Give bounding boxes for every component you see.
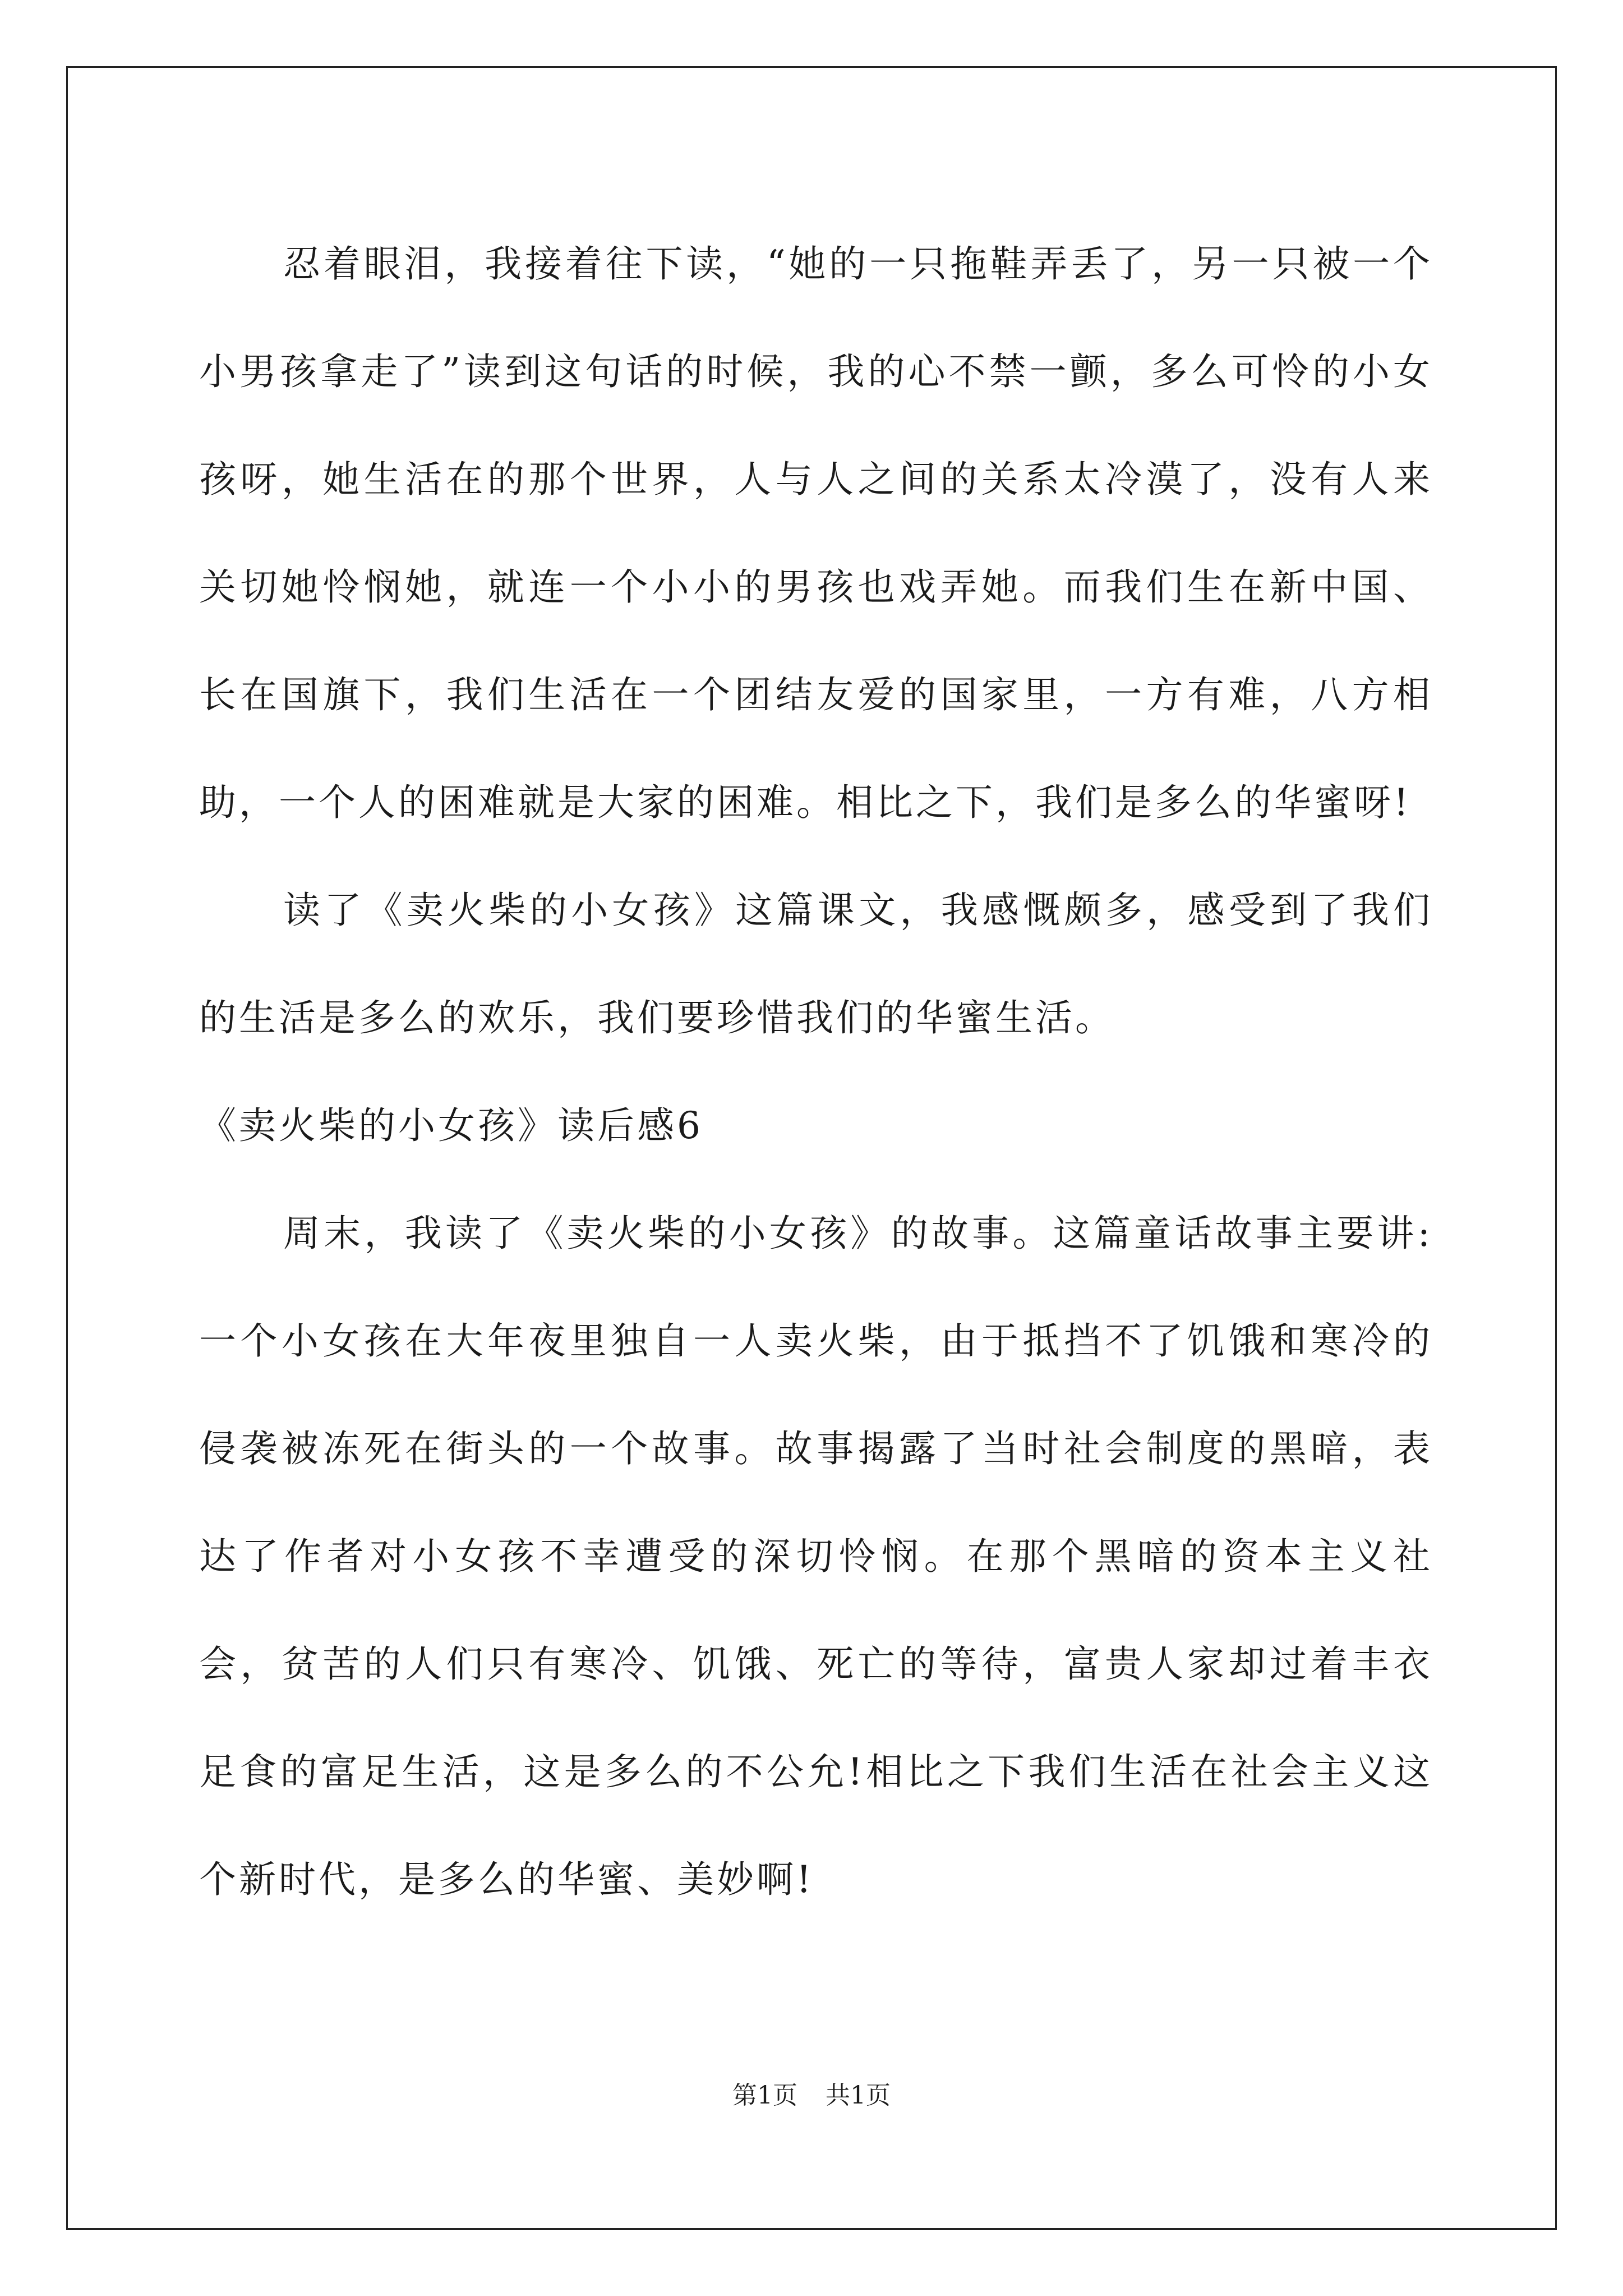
paragraph-reflection: 读了《卖火柴的小女孩》这篇课文，我感慨颇多，感受到了我们的生活是多么的欢乐，我们要珍惜我们的华蜜生活。 [199,889,1433,1039]
paragraph-tears: 忍着眼泪，我接着往下读，“她的一只拖鞋弄丢了，另一只被一个小男孩拿走了”读到这句话的时候，我的心不禁一颤，多么可怜的小女孩呀，她生活在的那个世界，人与人之间的关系太冷漠了，没有人来关切她怜悯她，就连一个小小的男孩也戏弄她。而我们生在新中国、长在国旗下，我们生活在一个团结友爱的国家里，一方有难，八方相助，一个人的困难就是大家的困难。相比之下，我们是多么的华蜜呀! [199,242,1433,824]
page-footer [0,2079,1623,2113]
paragraph-weekend: 周末，我读了《卖火柴的小女孩》的故事。这篇童话故事主要讲:一个小女孩在大年夜里独自一人卖火柴，由于抵挡不了饥饿和寒冷的侵袭被冻死在街头的一个故事。故事揭露了当时社会制度的黑暗，表达了作者对小女孩不幸遭受的深切怜悯。在那个黑暗的资本主义社会，贫苦的人们只有寒冷、饥饿、死亡的等待，富贵人家却过着丰衣足食的富足生活，这是多么的不公允!相比之下我们生活在社会主义这个新时代，是多么的华蜜、美妙啊! [199,1212,1433,1901]
document-body [199,210,1433,1934]
section-title: 《卖火柴的小女孩》读后感6 [199,1104,703,1147]
page-number-total: 共1页 [826,2081,891,2110]
page-number-current: 第1页 [732,2081,797,2110]
